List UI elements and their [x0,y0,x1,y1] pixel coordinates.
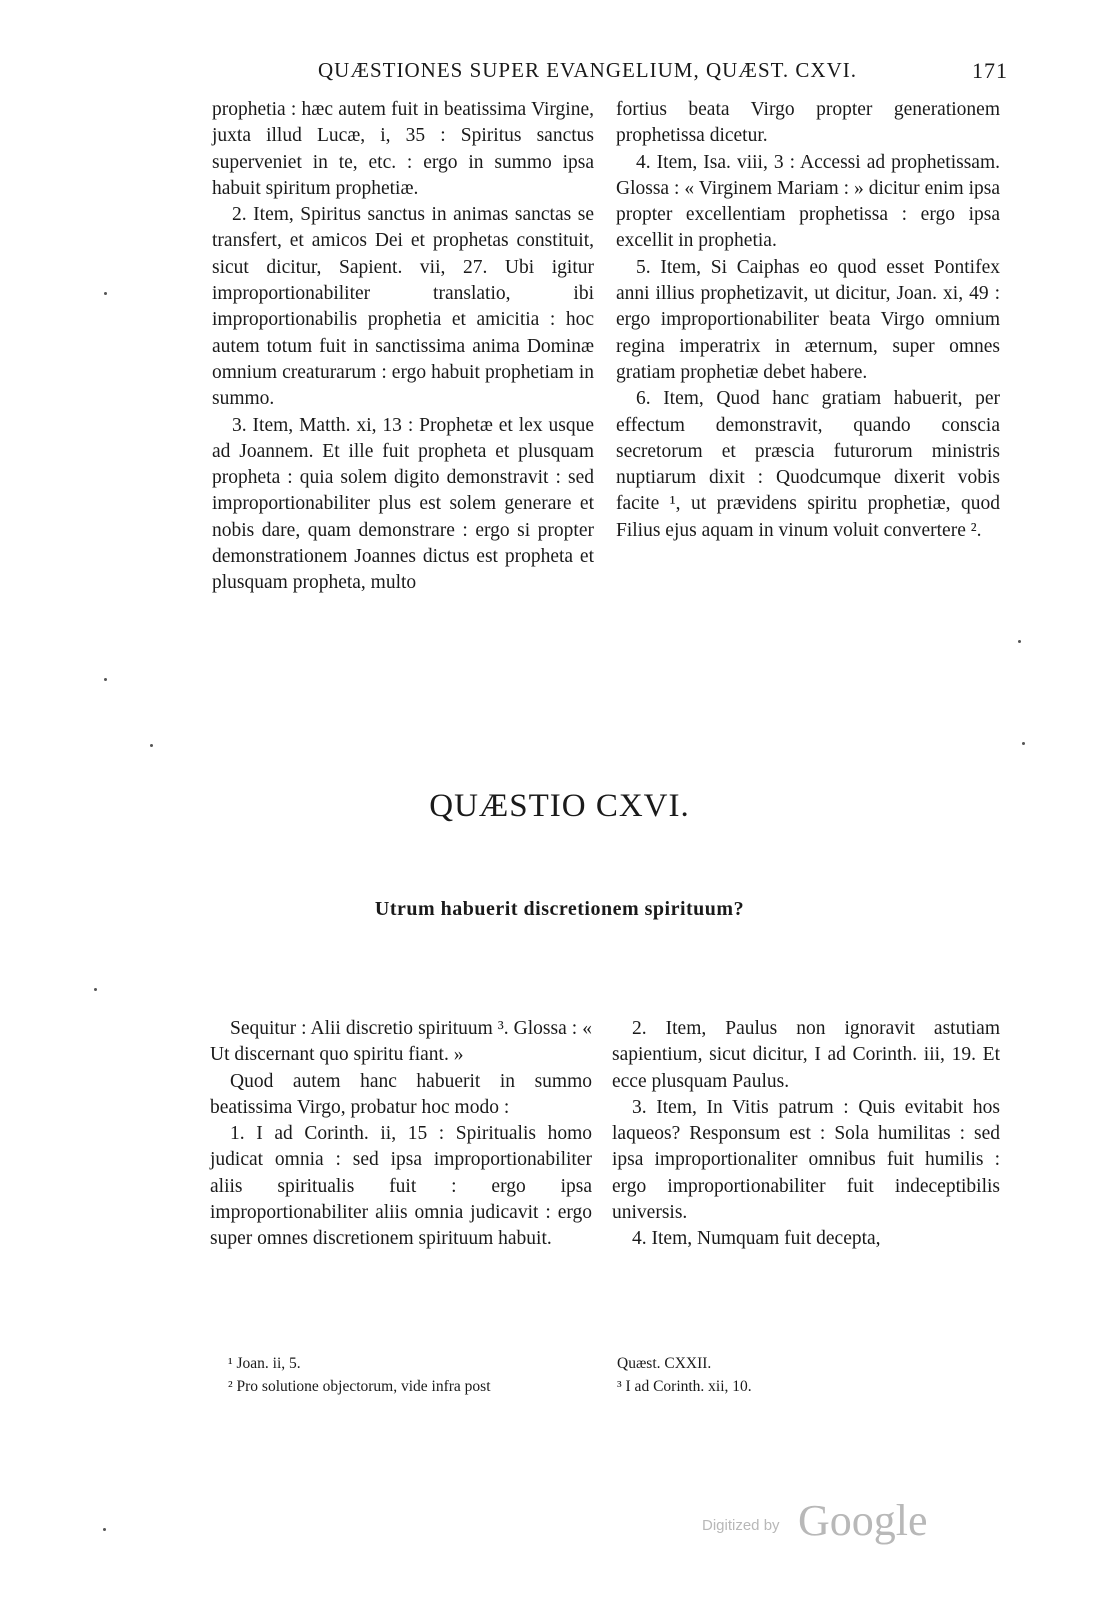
footnotes-left [228,1352,598,1398]
scan-speck [150,744,153,747]
paragraph: 2. Item, Spiritus sanctus in animas sanctas se transfert, et amicos Dei et prophetas constituit, sicut dicitur, Sapient. vii, 27. Ubi igitur improportionabiliter translatio, ibi improportionabilis prophetia et amicitia : hoc autem totum fuit in sanctissima anima Dominæ omnium creaturarum : ergo habuit prophetiam in summo. [212,204,594,410]
footnote: ² Pro solutione objectorum, vide infra post [228,1378,491,1395]
paragraph: 3. Item, In Vitis patrum : Quis evitabit hos laqueos? Responsum est : Sola humilitas : sed ipsa improportionaliter omnibus fuit humilis : ergo improportionabiliter fuit indeceptibilis universis. [612,1096,1000,1224]
paragraph: 6. Item, Quod hanc gratiam habuerit, per effectum demonstravit, quando conscia secretorum et præscia futurorum ministris nuptiarum dixit : Quodcumque dixerit vobis facite ¹, ut prævidens spiritu prophetiæ, quod Filius ejus aquam in vinum voluit convertere ². [616,388,1000,541]
scan-speck [104,292,107,295]
footnote: ¹ Joan. ii, 5. [228,1355,301,1372]
question-subtitle: Utrum habuerit discretionem spirituum? [374,898,745,920]
paragraph: 3. Item, Matth. xi, 13 : Prophetæ et lex usque ad Joannem. Et ille fuit propheta et plusquam propheta : quia solem digito demonstravit : sed improportionabiliter plus est solem generare et nobis dare, quam demonstrare : ergo si propter demonstrationem Joannes dictus est propheta et plusquam propheta, multo [212,414,594,594]
paragraph: prophetia : hæc autem fuit in beatissima Virgine, juxta illud Lucæ, i, 35 : Spiritus sanctus superveniet in te, etc. : ergo in summo ipsa habuit spiritum prophetiæ. [212,99,594,199]
google-logo: Google [798,1496,928,1545]
paragraph: Sequitur : Alii discretio spirituum ³. Glossa : « Ut discernant quo spiritu fiant. » [210,1018,592,1066]
paragraph: Quod autem hanc habuerit in summo beatissima Virgo, probatur hoc modo : [210,1070,592,1118]
scan-speck [104,678,107,681]
scan-speck [103,1528,106,1531]
footnotes-right [617,1352,997,1398]
paragraph: 5. Item, Si Caiphas eo quod esset Pontifex anni illius prophetizavit, ut dicitur, Joan. xi, 49 : ergo improportionabiliter beata Virgo omnium regina imperatrix in æternum, super omnes gratiam prophetiæ debet habere. [616,256,1000,383]
page-number: 171 [972,58,1008,83]
text-column-right-bottom [612,1016,1000,1253]
question-title: QUÆSTIO CXVI. [429,788,690,824]
paragraph: 4. Item, Numquam fuit decepta, [632,1228,881,1250]
text-column-left-bottom [210,1016,592,1253]
text-column-right-top [616,97,1000,544]
scan-speck [94,988,97,991]
text-column-left-top [212,97,594,597]
paragraph: 4. Item, Isa. viii, 3 : Accessi ad prophetissam. Glossa : « Virginem Mariam : » dicitur enim ipsa propter excellentiam prophetissa : ergo ipsa excellit in prophetia. [616,151,1000,252]
footnote: Quæst. CXXII. [617,1355,712,1372]
running-title: QUÆSTIONES SUPER EVANGELIUM, QUÆST. CXVI. [318,58,858,82]
paragraph: fortius beata Virgo propter generationem prophetissa dicetur. [616,99,1000,147]
digitized-watermark [702,1495,942,1545]
scan-speck [1018,640,1021,643]
watermark-prefix: Digitized by [702,1517,780,1534]
paragraph: 2. Item, Paulus non ignoravit astutiam sapientium, sicut dicitur, I ad Corinth. iii, 19. Et ecce plusquam Paulus. [612,1018,1000,1092]
scan-speck [1022,742,1025,745]
running-header [318,58,1008,88]
footnote: ³ I ad Corinth. xii, 10. [617,1378,752,1395]
paragraph: 1. I ad Corinth. ii, 15 : Spiritualis homo judicat omnia : sed ipsa improportionabiliter aliis spiritualis fuit : ergo ipsa improportionabiliter aliis omnia judicavit : ergo super omnes discretionem spirituum habuit. [210,1123,592,1250]
